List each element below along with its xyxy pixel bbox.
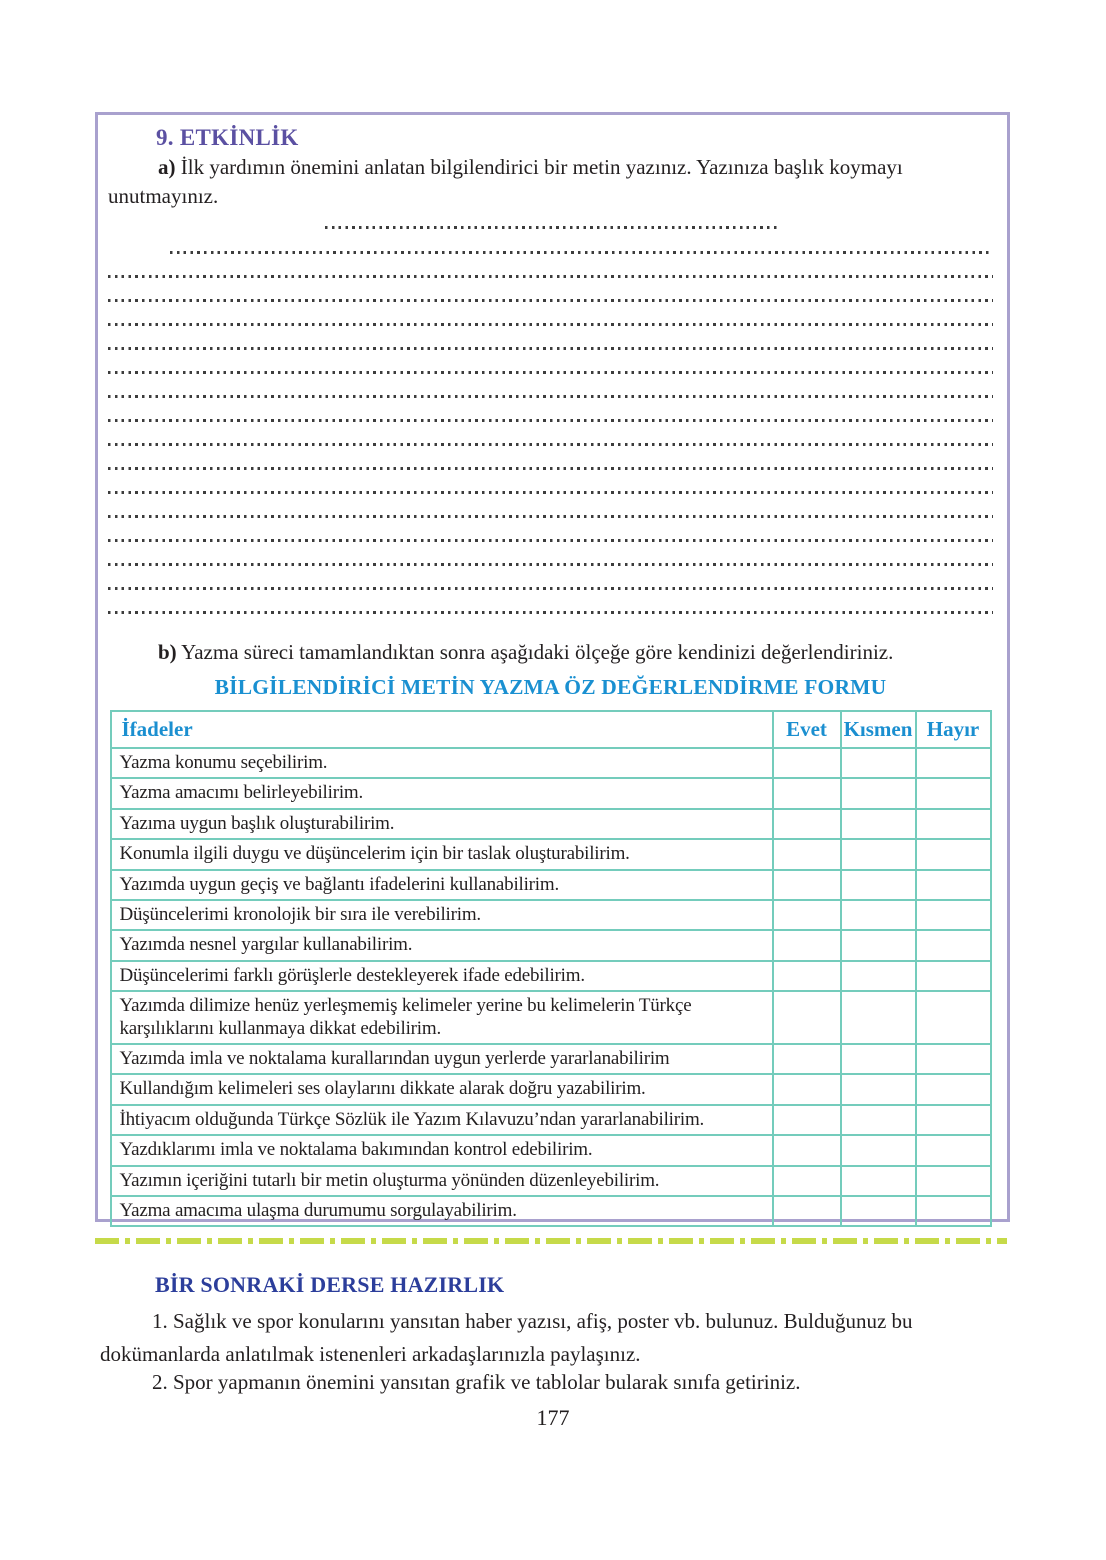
hayir-cell xyxy=(916,778,991,808)
kismen-cell xyxy=(841,839,916,869)
kismen-cell xyxy=(841,1135,916,1165)
statement-cell: Yazıma uygun başlık oluşturabilirim. xyxy=(111,809,773,839)
part-a-label: a) xyxy=(158,155,176,179)
writing-line xyxy=(108,515,993,518)
table-row xyxy=(111,748,991,778)
statement-cell: Konumla ilgili duygu ve düşüncelerim için bir taslak oluşturabilirim. xyxy=(111,839,773,869)
header-kismen: Kısmen xyxy=(841,711,916,748)
evet-cell xyxy=(773,870,841,900)
kismen-cell xyxy=(841,900,916,930)
statement-cell: Yazdıklarımı imla ve noktalama bakımından kontrol edebilirim. xyxy=(111,1135,773,1165)
hayir-cell xyxy=(916,961,991,991)
writing-line xyxy=(108,275,993,278)
form-title: BİLGİLENDİRİCİ METİN YAZMA ÖZ DEĞERLENDİRME FORMU xyxy=(214,674,887,699)
evet-cell xyxy=(773,778,841,808)
table-row xyxy=(111,809,991,839)
header-ifadeler: İfadeler xyxy=(111,711,773,748)
kismen-cell xyxy=(841,748,916,778)
hayir-cell xyxy=(916,991,991,1044)
table-header-row xyxy=(111,711,991,748)
writing-line xyxy=(108,467,993,470)
writing-line xyxy=(108,371,993,374)
table-row xyxy=(111,1166,991,1196)
evet-cell xyxy=(773,748,841,778)
writing-line xyxy=(108,563,993,566)
next-lesson-item: 2. Spor yapmanın önemini yansıtan grafik ve tablolar bularak sınıfa getiriniz. xyxy=(152,1370,801,1394)
part-b-label: b) xyxy=(158,639,177,664)
table-row xyxy=(111,1105,991,1135)
evet-cell xyxy=(773,930,841,960)
statement-cell: Yazımda dilimize henüz yerleşmemiş kelimeler yerine bu kelimelerin Türkçe karşılıklarını kullanmaya dikkat edebilirim. xyxy=(111,991,773,1044)
table-row xyxy=(111,991,991,1044)
evet-cell xyxy=(773,1196,841,1226)
evet-cell xyxy=(773,1044,841,1074)
table-row xyxy=(111,1074,991,1104)
table-row xyxy=(111,930,991,960)
statement-cell: Kullandığım kelimeleri ses olaylarını dikkate alarak doğru yazabilirim. xyxy=(111,1074,773,1104)
kismen-cell xyxy=(841,1044,916,1074)
next-lesson-title: BİR SONRAKİ DERSE HAZIRLIK xyxy=(155,1272,505,1297)
statement-cell: Yazma amacıma ulaşma durumumu sorgulayabilirim. xyxy=(111,1196,773,1226)
hayir-cell xyxy=(916,1196,991,1226)
evet-cell xyxy=(773,1105,841,1135)
statement-cell: Yazımda uygun geçiş ve bağlantı ifadelerini kullanabilirim. xyxy=(111,870,773,900)
writing-line xyxy=(108,611,993,614)
evet-cell xyxy=(773,1074,841,1104)
table-row xyxy=(111,778,991,808)
header-hayir: Hayır xyxy=(916,711,991,748)
section-divider xyxy=(95,1238,1007,1244)
writing-line xyxy=(170,251,993,254)
hayir-cell xyxy=(916,748,991,778)
evet-cell xyxy=(773,991,841,1044)
self-evaluation-table xyxy=(110,710,992,1228)
hayir-cell xyxy=(916,839,991,869)
statement-cell: Düşüncelerimi kronolojik bir sıra ile verebilirim. xyxy=(111,900,773,930)
header-evet: Evet xyxy=(773,711,841,748)
statement-cell: Yazımda imla ve noktalama kurallarından uygun yerlerde yararlanabilirim xyxy=(111,1044,773,1074)
evet-cell xyxy=(773,900,841,930)
evet-cell xyxy=(773,809,841,839)
activity-box xyxy=(95,112,1010,1222)
table-row xyxy=(111,839,991,869)
hayir-cell xyxy=(916,870,991,900)
next-lesson-item: 1. Sağlık ve spor konularını yansıtan haber yazısı, afiş, poster vb. bulunuz. Bulduğunuz bu dokümanlarda anlatılmak istenenleri arkadaşlarınızla paylaşınız. xyxy=(100,1309,913,1366)
table-row xyxy=(111,1196,991,1226)
kismen-cell xyxy=(841,870,916,900)
writing-line xyxy=(108,539,993,542)
page-number: 177 xyxy=(536,1405,570,1430)
hayir-cell xyxy=(916,1044,991,1074)
activity-title: 9. ETKİNLİK xyxy=(156,125,299,150)
table-row xyxy=(111,900,991,930)
table-row xyxy=(111,1135,991,1165)
hayir-cell xyxy=(916,930,991,960)
hayir-cell xyxy=(916,1105,991,1135)
writing-line xyxy=(108,323,993,326)
statement-cell: Düşüncelerimi farklı görüşlerle destekleyerek ifade edebilirim. xyxy=(111,961,773,991)
evet-cell xyxy=(773,839,841,869)
kismen-cell xyxy=(841,961,916,991)
statement-cell: Yazma konumu seçebilirim. xyxy=(111,748,773,778)
evet-cell xyxy=(773,961,841,991)
kismen-cell xyxy=(841,1074,916,1104)
hayir-cell xyxy=(916,809,991,839)
kismen-cell xyxy=(841,991,916,1044)
table-row xyxy=(111,1044,991,1074)
evet-cell xyxy=(773,1166,841,1196)
table-row xyxy=(111,870,991,900)
kismen-cell xyxy=(841,809,916,839)
hayir-cell xyxy=(916,900,991,930)
part-a-instruction xyxy=(108,153,993,211)
writing-line xyxy=(108,443,993,446)
kismen-cell xyxy=(841,1196,916,1226)
part-b-instruction xyxy=(108,638,993,667)
writing-line xyxy=(108,587,993,590)
kismen-cell xyxy=(841,778,916,808)
statement-cell: İhtiyacım olduğunda Türkçe Sözlük ile Yazım Kılavuzu’ndan yararlanabilirim. xyxy=(111,1105,773,1135)
writing-line xyxy=(108,491,993,494)
statement-cell: Yazma amacımı belirleyebilirim. xyxy=(111,778,773,808)
part-b-text: Yazma süreci tamamlandıktan sonra aşağıdaki ölçeğe göre kendinizi değerlendiriniz. xyxy=(181,639,894,664)
writing-line xyxy=(108,419,993,422)
writing-line xyxy=(108,299,993,302)
hayir-cell xyxy=(916,1166,991,1196)
kismen-cell xyxy=(841,1105,916,1135)
writing-line-title xyxy=(325,226,777,229)
writing-line xyxy=(108,347,993,350)
table-row xyxy=(111,961,991,991)
kismen-cell xyxy=(841,930,916,960)
kismen-cell xyxy=(841,1166,916,1196)
hayir-cell xyxy=(916,1074,991,1104)
part-a-text: İlk yardımın önemini anlatan bilgilendirici bir metin yazınız. Yazınıza başlık koymayı unutmayınız. xyxy=(108,155,903,208)
statement-cell: Yazımda nesnel yargılar kullanabilirim. xyxy=(111,930,773,960)
statement-cell: Yazımın içeriğini tutarlı bir metin oluşturma yönünden düzenleyebilirim. xyxy=(111,1166,773,1196)
writing-line xyxy=(108,395,993,398)
hayir-cell xyxy=(916,1135,991,1165)
evet-cell xyxy=(773,1135,841,1165)
